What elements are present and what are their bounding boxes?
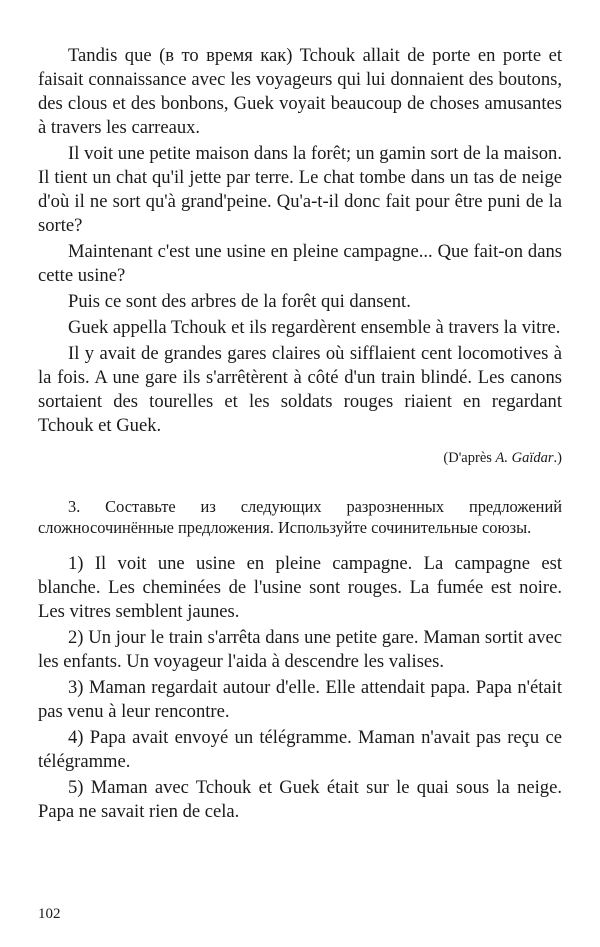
- story-paragraph-2: Il voit une petite maison dans la forêt; un gamin sort de la maison. Il tient un chat qu'il jette par terre. Le chat tombe dans un tas de neige d'où il ne sort qu'à grand'peine. Qu'a-t-il donc fait pour être puni de la sorte?: [38, 143, 562, 236]
- exercise-item-5: 5) Maman avec Tchouk et Guek était sur le quai sous la neige. Papa ne savait rien de cela.: [38, 777, 562, 822]
- attribution: [38, 448, 562, 468]
- page-content: [38, 44, 562, 826]
- exercise-item-3: 3) Maman regardait autour d'elle. Elle attendait papa. Papa n'était pas venu à leur rencontre.: [38, 677, 562, 722]
- attribution-suffix: .): [553, 450, 562, 466]
- story-paragraph-4: Puis ce sont des arbres de la forêt qui dansent.: [68, 291, 411, 312]
- exercise-item-2: 2) Un jour le train s'arrêta dans une petite gare. Maman sortit avec les enfants. Un voyageur l'aida à descendre les valises.: [38, 627, 562, 672]
- exercise-items: [38, 552, 562, 824]
- story-text: [38, 44, 562, 438]
- page-number: 102: [38, 906, 61, 922]
- exercise-item-1: 1) Il voit une usine en pleine campagne. La campagne est blanche. Les cheminées de l'usine sont rouges. La fumée est noire. Les vitres semblent jaunes.: [38, 553, 562, 622]
- exercise-item-4: 4) Papa avait envoyé un télégramme. Maman n'avait pas reçu ce télégramme.: [38, 727, 562, 772]
- exercise-instruction: 3. Составьте из следующих разрозненных предложений сложносочинённые предложения. Используйте сочинительные союзы.: [38, 497, 562, 537]
- story-paragraph-3: Maintenant c'est une usine en pleine campagne... Que fait-on dans cette usine?: [38, 241, 562, 286]
- attribution-prefix: (D'après: [443, 450, 496, 466]
- story-paragraph-6: Il y avait de grandes gares claires où sifflaient cent locomotives à la fois. A une gare ils s'arrêtèrent à côté d'un train blindé. Les canons sortaient des tourelles et les soldats rouges riaient en regardant Tchouk et Guek.: [38, 343, 562, 436]
- story-paragraph-1: Tandis que (в то время как) Tchouk allait de porte en porte et faisait connaissance avec les voyageurs qui lui donnaient des boutons, des clous et des bonbons, Guek voyait beaucoup de choses amusantes à travers les carreaux.: [38, 45, 562, 138]
- story-paragraph-5: Guek appella Tchouk et ils regardèrent ensemble à travers la vitre.: [68, 317, 561, 338]
- attribution-author: A. Gaïdar: [495, 450, 554, 466]
